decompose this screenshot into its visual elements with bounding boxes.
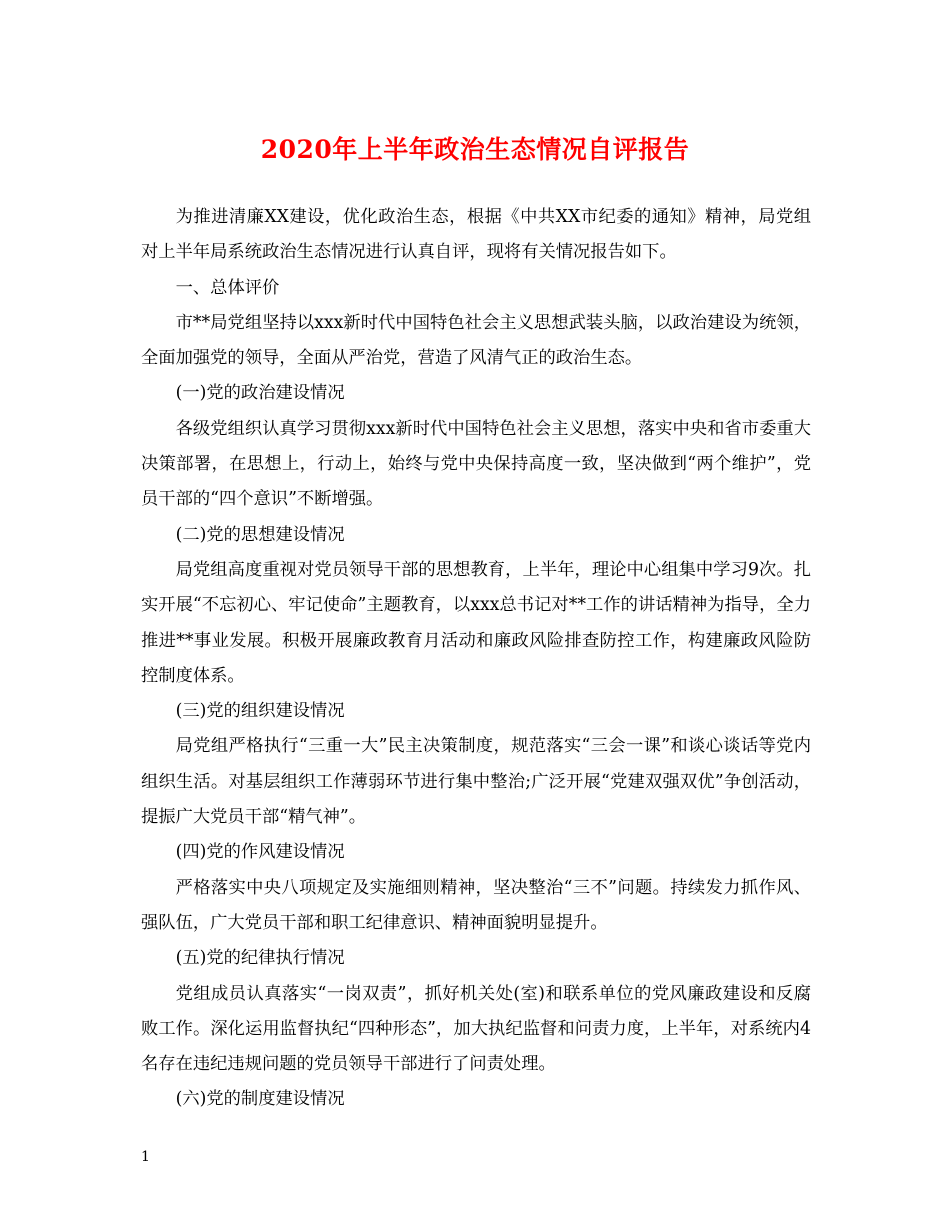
section-heading-organizational: (三)党的组织建设情况 — [175, 701, 345, 722]
discipline-paragraph: 党组成员认真落实“一岗双责”，抓好机关处(室)和联系单位的党风廉政建设和反腐败工作。深化运用监督执纪“四种形态”，加大执纪监督和问责力度，上半年，对系统内4名存在违纪违规问题的党员领导干部进行了问责处理。 — [141, 983, 811, 1075]
section-heading-overall: 一、总体评价 — [175, 277, 280, 298]
style-paragraph: 严格落实中央八项规定及实施细则精神，坚决整治“三不”问题。持续发力抓作风、强队伍，广大党员干部和职工纪律意识、精神面貌明显提升。 — [141, 877, 811, 933]
document-title: 2020年上半年政治生态情况自评报告 — [260, 135, 690, 164]
intro-paragraph: 为推进清廉XX建设，优化政治生态，根据《中共XX市纪委的通知》精神，局党组对上半年局系统政治生态情况进行认真自评，现将有关情况报告如下。 — [141, 207, 811, 263]
section-heading-style: (四)党的作风建设情况 — [175, 842, 345, 863]
ideological-paragraph: 局党组高度重视对党员领导干部的思想教育，上半年，理论中心组集中学习9次。扎实开展“不忘初心、牢记使命”主题教育，以xxx总书记对**工作的讲话精神为指导，全力推进**事业发展。积极开展廉政教育月活动和廉政风险排查防控工作，构建廉政风险防控制度体系。 — [141, 559, 811, 686]
page-number: 1 — [141, 1149, 150, 1165]
organizational-paragraph: 局党组严格执行“三重一大”民主决策制度，规范落实“三会一课”和谈心谈话等党内组织生活。对基层组织工作薄弱环节进行集中整治;广泛开展“党建双强双优”争创活动，提振广大党员干部“精气神”。 — [141, 736, 811, 828]
section-heading-institutional: (六)党的制度建设情况 — [175, 1089, 345, 1110]
section-heading-ideological: (二)党的思想建设情况 — [175, 524, 345, 545]
section-heading-discipline: (五)党的纪律执行情况 — [175, 948, 345, 969]
overall-paragraph: 市**局党组坚持以xxx新时代中国特色社会主义思想武装头脑，以政治建设为统领，全面加强党的领导，全面从严治党，营造了风清气正的政治生态。 — [141, 312, 811, 369]
section-heading-political: (一)党的政治建设情况 — [175, 383, 345, 404]
document-body — [141, 200, 811, 1118]
political-paragraph: 各级党组织认真学习贯彻xxx新时代中国特色社会主义思想，落实中央和省市委重大决策部署，在思想上，行动上，始终与党中央保持高度一致，坚决做到“两个维护”，党员干部的“四个意识”不断增强。 — [141, 418, 811, 510]
